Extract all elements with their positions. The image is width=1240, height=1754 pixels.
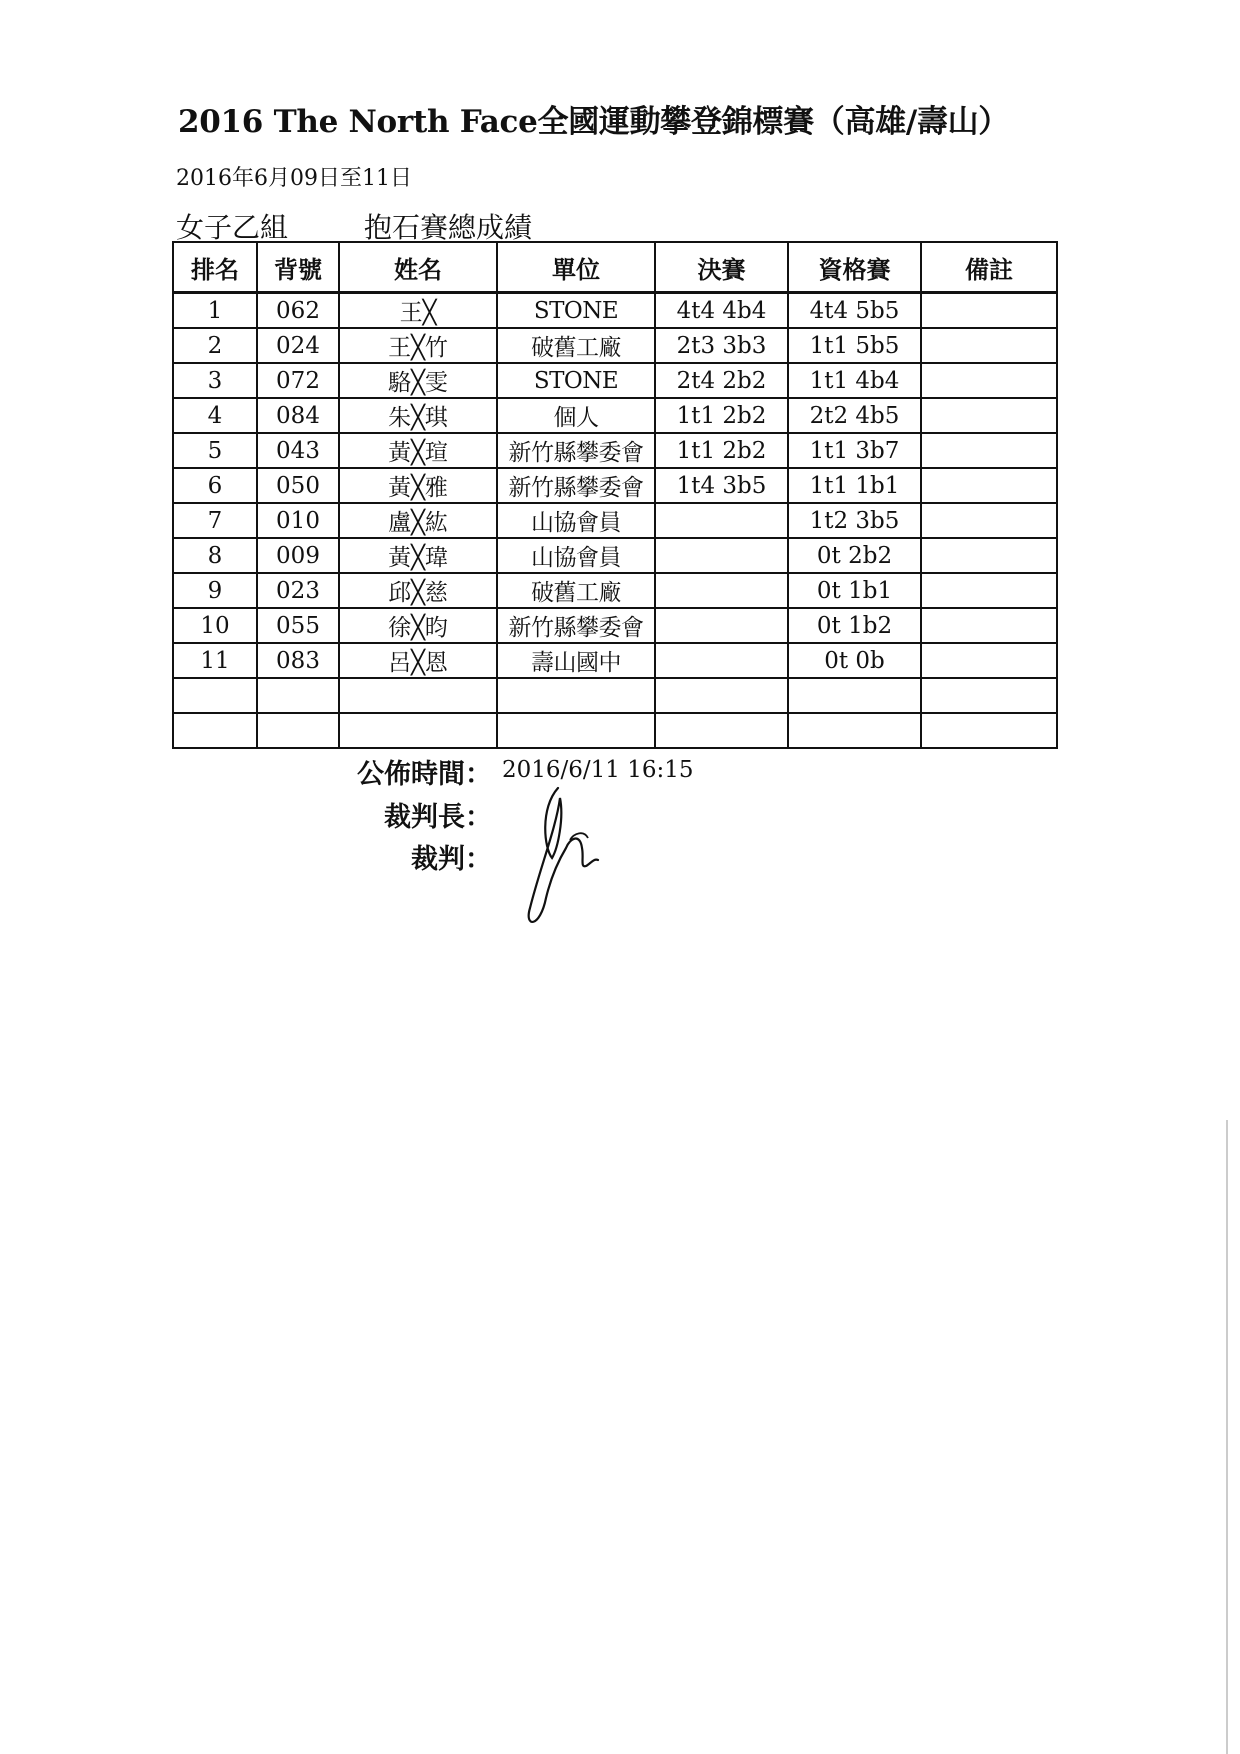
table-row xyxy=(173,398,1057,433)
table-row xyxy=(173,678,1057,713)
cell-qualifier: 2t2 4b5 xyxy=(788,398,921,433)
cell-final xyxy=(655,678,788,713)
announce-time-label: 公佈時間： xyxy=(357,759,492,790)
cell-qualifier: 0t 1b2 xyxy=(788,608,921,643)
cell-remarks xyxy=(921,328,1057,363)
table-row xyxy=(173,608,1057,643)
cell-final xyxy=(655,643,788,678)
cell-remarks xyxy=(921,608,1057,643)
cell-rank xyxy=(173,713,257,748)
table-row xyxy=(173,363,1057,398)
cell-unit: 山協會員 xyxy=(497,538,655,573)
cell-bib: 055 xyxy=(257,608,339,643)
cell-unit: 個人 xyxy=(497,398,655,433)
cell-name: 駱╳雯 xyxy=(339,363,497,398)
announce-time-value: 2016/6/11 16:15 xyxy=(502,757,694,783)
cell-qualifier: 1t1 3b7 xyxy=(788,433,921,468)
cell-bib xyxy=(257,678,339,713)
cell-qualifier xyxy=(788,713,921,748)
cell-final: 1t4 3b5 xyxy=(655,468,788,503)
results-body xyxy=(173,293,1057,749)
cell-remarks xyxy=(921,713,1057,748)
cell-qualifier: 0t 1b1 xyxy=(788,573,921,608)
table-row xyxy=(173,643,1057,678)
cell-rank: 4 xyxy=(173,398,257,433)
cell-unit: STONE xyxy=(497,363,655,398)
cell-rank: 1 xyxy=(173,293,257,329)
cell-unit: 破舊工廠 xyxy=(497,573,655,608)
cell-name: 黃╳瑋 xyxy=(339,538,497,573)
cell-rank: 11 xyxy=(173,643,257,678)
table-row xyxy=(173,433,1057,468)
cell-remarks xyxy=(921,293,1057,329)
cell-rank: 6 xyxy=(173,468,257,503)
cell-remarks xyxy=(921,503,1057,538)
cell-bib xyxy=(257,713,339,748)
cell-bib: 043 xyxy=(257,433,339,468)
cell-unit: 新竹縣攀委會 xyxy=(497,608,655,643)
cell-qualifier: 1t1 5b5 xyxy=(788,328,921,363)
cell-bib: 010 xyxy=(257,503,339,538)
table-row xyxy=(173,328,1057,363)
table-row xyxy=(173,468,1057,503)
col-final-header: 決賽 xyxy=(655,242,788,293)
cell-remarks xyxy=(921,433,1057,468)
cell-rank: 3 xyxy=(173,363,257,398)
cell-name: 王╳ xyxy=(339,293,497,329)
cell-name: 黃╳雅 xyxy=(339,468,497,503)
document-title: 2016 The North Face全國運動攀登錦標賽（高雄/壽山） xyxy=(178,104,1010,140)
signature-icon xyxy=(500,778,640,938)
results-table xyxy=(172,241,1058,749)
table-row xyxy=(173,293,1057,329)
table-row xyxy=(173,573,1057,608)
chief-judge-label: 裁判長： xyxy=(384,802,492,833)
cell-remarks xyxy=(921,363,1057,398)
cell-final: 2t4 2b2 xyxy=(655,363,788,398)
cell-name: 黃╳瑄 xyxy=(339,433,497,468)
cell-name: 盧╳紘 xyxy=(339,503,497,538)
cell-final xyxy=(655,713,788,748)
cell-rank xyxy=(173,678,257,713)
event-dates: 2016年6月09日至11日 xyxy=(176,166,412,191)
cell-rank: 7 xyxy=(173,503,257,538)
cell-unit xyxy=(497,713,655,748)
scan-edge-line xyxy=(1226,1120,1228,1754)
cell-rank: 10 xyxy=(173,608,257,643)
cell-rank: 2 xyxy=(173,328,257,363)
cell-bib: 072 xyxy=(257,363,339,398)
cell-name xyxy=(339,678,497,713)
cell-final xyxy=(655,503,788,538)
cell-remarks xyxy=(921,538,1057,573)
cell-remarks xyxy=(921,398,1057,433)
cell-unit: 山協會員 xyxy=(497,503,655,538)
cell-qualifier: 1t1 1b1 xyxy=(788,468,921,503)
cell-name: 徐╳昀 xyxy=(339,608,497,643)
col-name-header: 姓名 xyxy=(339,242,497,293)
cell-qualifier: 0t 0b xyxy=(788,643,921,678)
cell-qualifier: 1t2 3b5 xyxy=(788,503,921,538)
cell-remarks xyxy=(921,678,1057,713)
col-remarks-header: 備註 xyxy=(921,242,1057,293)
cell-name: 邱╳慈 xyxy=(339,573,497,608)
cell-remarks xyxy=(921,573,1057,608)
cell-qualifier: 1t1 4b4 xyxy=(788,363,921,398)
table-row xyxy=(173,503,1057,538)
cell-final: 1t1 2b2 xyxy=(655,433,788,468)
cell-final: 4t4 4b4 xyxy=(655,293,788,329)
cell-unit: STONE xyxy=(497,293,655,329)
cell-name: 呂╳恩 xyxy=(339,643,497,678)
table-header-row xyxy=(173,242,1057,293)
cell-unit: 破舊工廠 xyxy=(497,328,655,363)
cell-final xyxy=(655,608,788,643)
cell-unit: 新竹縣攀委會 xyxy=(497,468,655,503)
cell-qualifier xyxy=(788,678,921,713)
cell-name: 朱╳琪 xyxy=(339,398,497,433)
cell-qualifier: 0t 2b2 xyxy=(788,538,921,573)
cell-bib: 050 xyxy=(257,468,339,503)
cell-bib: 084 xyxy=(257,398,339,433)
col-rank-header: 排名 xyxy=(173,242,257,293)
cell-bib: 062 xyxy=(257,293,339,329)
results-subtitle: 抱石賽總成績 xyxy=(364,211,533,244)
cell-bib: 083 xyxy=(257,643,339,678)
cell-remarks xyxy=(921,468,1057,503)
cell-final xyxy=(655,573,788,608)
cell-unit: 壽山國中 xyxy=(497,643,655,678)
col-unit-header: 單位 xyxy=(497,242,655,293)
cell-bib: 024 xyxy=(257,328,339,363)
cell-final: 2t3 3b3 xyxy=(655,328,788,363)
cell-remarks xyxy=(921,643,1057,678)
col-bib-header: 背號 xyxy=(257,242,339,293)
division-label: 女子乙組 xyxy=(176,211,289,244)
col-qualifier-header: 資格賽 xyxy=(788,242,921,293)
table-row xyxy=(173,713,1057,748)
cell-bib: 023 xyxy=(257,573,339,608)
cell-name xyxy=(339,713,497,748)
cell-unit: 新竹縣攀委會 xyxy=(497,433,655,468)
cell-rank: 9 xyxy=(173,573,257,608)
table-row xyxy=(173,538,1057,573)
cell-rank: 8 xyxy=(173,538,257,573)
cell-rank: 5 xyxy=(173,433,257,468)
cell-unit xyxy=(497,678,655,713)
cell-final: 1t1 2b2 xyxy=(655,398,788,433)
cell-name: 王╳竹 xyxy=(339,328,497,363)
cell-bib: 009 xyxy=(257,538,339,573)
judge-label: 裁判： xyxy=(411,844,492,875)
cell-final xyxy=(655,538,788,573)
cell-qualifier: 4t4 5b5 xyxy=(788,293,921,329)
